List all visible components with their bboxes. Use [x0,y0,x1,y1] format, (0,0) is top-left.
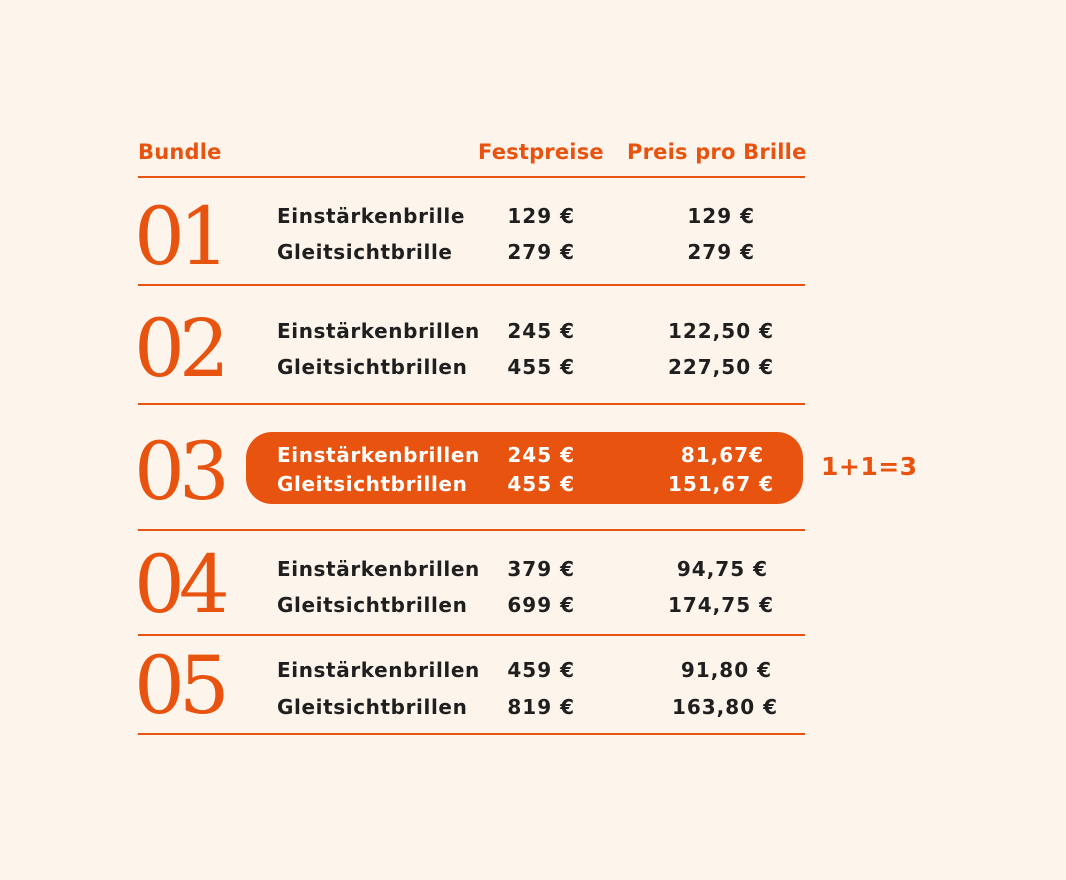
bundle-line [0,554,1066,584]
bundle-line [0,655,1066,685]
header-festpreise: Festpreise [478,140,604,164]
bundle-number: 03 [134,425,224,518]
bundle-number: 04 [134,538,224,631]
item-label: Einstärkenbrillen [277,557,480,581]
bundle-line [0,352,1066,382]
bundle-number: 01 [134,190,224,283]
price-per-pair: 129 € [687,204,755,228]
header-preis-pro-brille: Preis pro Brille [627,140,807,164]
fixed-price: 245 € [507,319,575,343]
item-label: Einstärkenbrillen [277,658,480,682]
price-per-pair: 227,50 € [667,355,774,379]
item-label: Einstärkenbrillen [277,319,480,343]
item-label: Gleitsichtbrillen [277,695,468,719]
price-per-pair: 94,75 € [676,557,768,581]
price-per-pair: 163,80 € [671,695,778,719]
item-label: Gleitsichtbrillen [277,355,468,379]
row-divider [138,733,805,735]
fixed-price: 455 € [507,355,575,379]
header-bundle: Bundle [138,140,222,164]
price-per-pair: 279 € [687,240,755,264]
row-divider [138,403,805,405]
row-divider [138,529,805,531]
bundle-line [0,316,1066,346]
item-label: Einstärkenbrillen [277,443,480,467]
item-label: Einstärkenbrille [277,204,466,228]
fixed-price: 379 € [507,557,575,581]
price-per-pair: 174,75 € [667,593,774,617]
bundle-number: 02 [134,302,224,395]
bundle-line [0,590,1066,620]
fixed-price: 279 € [507,240,575,264]
bundle-line [0,201,1066,231]
fixed-price: 129 € [507,204,575,228]
item-label: Gleitsichtbrille [277,240,453,264]
bundle-line [0,692,1066,722]
fixed-price: 455 € [507,472,575,496]
bundle-note: 1+1=3 [821,452,918,481]
bundle-number: 05 [134,639,224,732]
fixed-price: 245 € [507,443,575,467]
row-divider [138,284,805,286]
item-label: Gleitsichtbrillen [277,472,468,496]
fixed-price: 819 € [507,695,575,719]
price-per-pair: 91,80 € [680,658,772,682]
bundle-line [0,237,1066,267]
price-per-pair: 81,67€ [680,443,764,467]
price-per-pair: 151,67 € [667,472,774,496]
fixed-price: 699 € [507,593,575,617]
price-per-pair: 122,50 € [667,319,774,343]
fixed-price: 459 € [507,658,575,682]
row-divider [138,634,805,636]
header-divider [138,176,805,178]
item-label: Gleitsichtbrillen [277,593,468,617]
